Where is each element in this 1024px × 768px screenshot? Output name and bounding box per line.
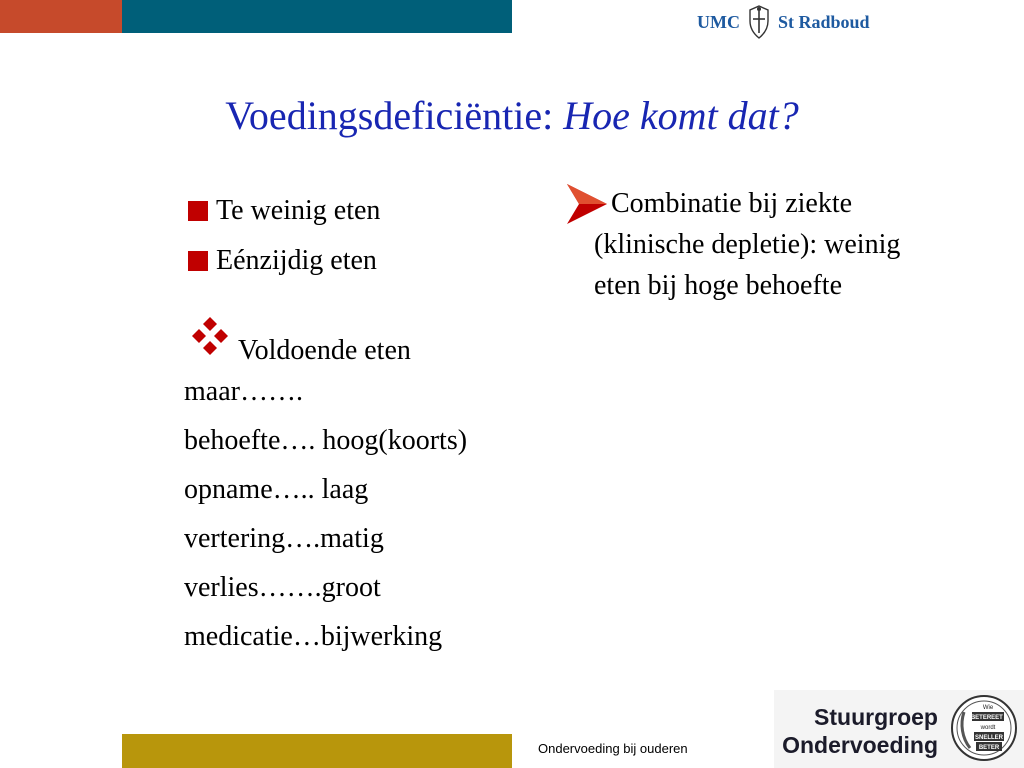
square-bullet-icon — [188, 251, 208, 271]
seal-word: Wie — [982, 705, 994, 711]
seal-word: SNELLER — [974, 735, 1004, 741]
logo-line-1: Stuurgroep — [814, 704, 938, 730]
text-line: vertering….matig — [184, 523, 384, 554]
diamond-item-text: Voldoende eten — [238, 335, 411, 366]
arrow-item — [565, 180, 985, 224]
umc-logo — [697, 4, 870, 40]
bullet-item — [184, 195, 467, 245]
logo-umc-text: UMC — [697, 11, 740, 32]
diamond-item — [184, 317, 467, 367]
seal-word: EET — [991, 715, 1003, 721]
right-text-line: eten bij hoge behoefte — [594, 270, 843, 301]
seal-word: BETER — [970, 715, 992, 721]
logo-radboud-text: St Radboud — [778, 11, 870, 32]
bullet-text: Eénzijdig eten — [216, 245, 377, 276]
bullet-text: Te weinig eten — [216, 195, 381, 226]
stuurgroep-logo — [774, 690, 1024, 768]
slide-title — [0, 92, 1024, 139]
logo-line-2: Ondervoeding — [782, 732, 938, 758]
text-line: opname….. laag — [184, 474, 369, 505]
seal-word: wordt — [980, 725, 996, 731]
top-red-bar — [0, 0, 122, 33]
arrow-bullet-icon — [565, 180, 609, 224]
diamond-cluster-icon — [184, 317, 236, 359]
seal-word: BETER — [978, 745, 1000, 751]
text-line: medicatie…bijwerking — [184, 621, 443, 652]
crest-icon — [746, 5, 772, 39]
bottom-gold-bar — [122, 734, 512, 768]
text-line: behoefte…. hoog(koorts) — [184, 425, 468, 456]
right-text-line: (klinische depletie): weinig — [594, 229, 901, 260]
top-teal-bar — [122, 0, 512, 33]
footer-text: Ondervoeding bij ouderen — [538, 741, 688, 756]
square-bullet-icon — [188, 201, 208, 221]
right-text-line: Combinatie bij ziekte — [611, 188, 853, 219]
bullet-item — [184, 245, 467, 295]
seal-icon — [950, 694, 1018, 762]
title-main: Voedingsdeficiëntie: — [225, 93, 564, 138]
text-line: maar……. — [184, 376, 303, 407]
title-emphasis: Hoe komt dat? — [563, 93, 799, 138]
text-line: verlies…….groot — [184, 572, 381, 603]
right-column — [565, 180, 985, 306]
left-column — [184, 195, 467, 661]
